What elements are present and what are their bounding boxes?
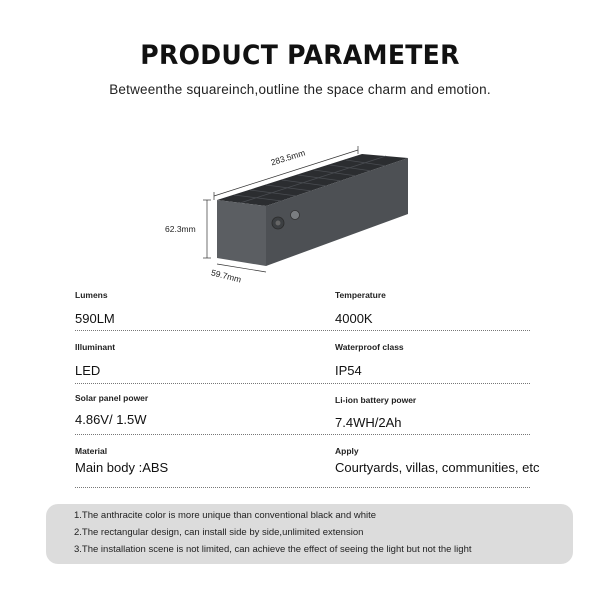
height-dimension: 62.3mm bbox=[165, 224, 196, 234]
product-illustration bbox=[150, 130, 450, 290]
spec-label-illuminant: Illuminant bbox=[75, 342, 116, 352]
spec-value-temperature: 4000K bbox=[335, 311, 373, 326]
spec-value-battery: 7.4WH/2Ah bbox=[335, 415, 402, 430]
divider bbox=[75, 383, 530, 384]
spec-value-lumens: 590LM bbox=[75, 311, 115, 326]
solar-wall-lamp-image bbox=[150, 130, 450, 290]
spec-label-material: Material bbox=[75, 446, 108, 456]
spec-label-apply: Apply bbox=[335, 446, 359, 456]
lamp-front-face bbox=[217, 200, 266, 266]
divider bbox=[75, 487, 530, 488]
divider bbox=[75, 434, 530, 435]
length-dimension: 283.5mm bbox=[269, 147, 307, 168]
notes-box bbox=[46, 504, 573, 564]
width-dimension: 59.7mm bbox=[210, 267, 243, 285]
spec-value-illuminant: LED bbox=[75, 363, 101, 378]
spec-label-lumens: Lumens bbox=[75, 290, 108, 300]
page-subtitle: Betweenthe squareinch,outline the space charm and emotion. bbox=[109, 82, 491, 97]
spec-label-temperature: Temperature bbox=[335, 290, 386, 300]
spec-value-apply: Courtyards, villas, communities, etc bbox=[335, 460, 540, 475]
note-item: 2.The rectangular design, can install side by side,unlimited extension bbox=[74, 527, 364, 538]
divider bbox=[75, 330, 530, 331]
spec-value-material: Main body :ABS bbox=[75, 460, 169, 475]
note-item: 3.The installation scene is not limited, can achieve the effect of seeing the light but not the light bbox=[74, 544, 472, 555]
spec-label-waterproof: Waterproof class bbox=[335, 342, 404, 352]
spec-value-solar: 4.86V/ 1.5W bbox=[75, 412, 147, 427]
note-item: 1.The anthracite color is more unique than conventional black and white bbox=[74, 510, 377, 521]
sensor-icon bbox=[291, 211, 300, 220]
spec-label-solar: Solar panel power bbox=[75, 393, 149, 403]
spec-label-battery: Li-ion battery power bbox=[335, 395, 417, 405]
spec-value-waterproof: IP54 bbox=[335, 363, 362, 378]
page-title: PRODUCT PARAMETER bbox=[140, 40, 460, 71]
